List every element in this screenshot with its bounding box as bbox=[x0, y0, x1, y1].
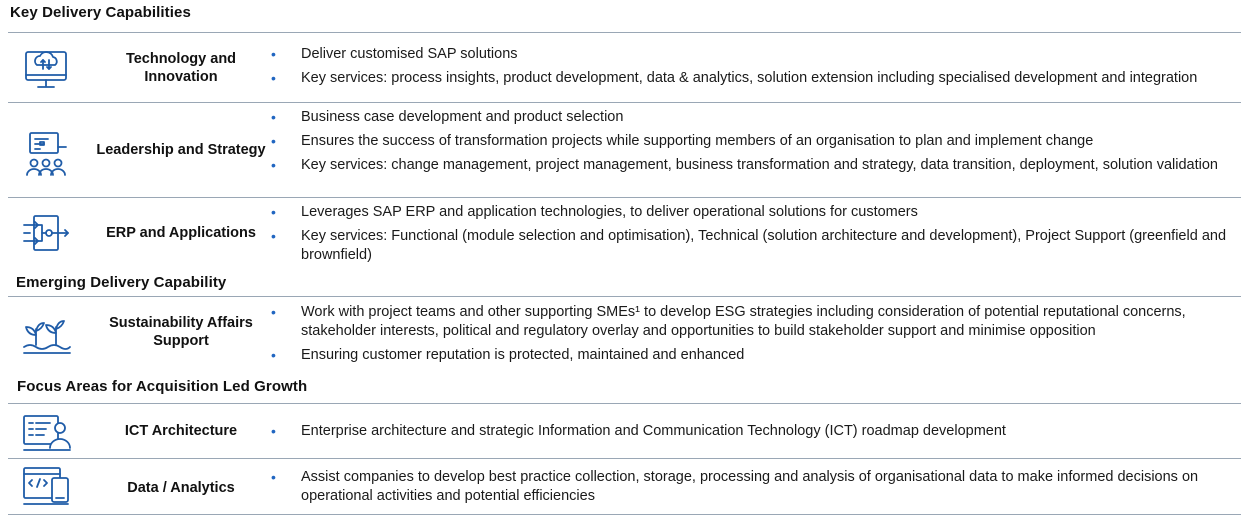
capability-bullets bbox=[271, 45, 1233, 93]
capability-bullets bbox=[271, 303, 1233, 370]
capability-row-ict bbox=[8, 403, 1241, 458]
section-title-focus-areas: Focus Areas for Acquisition Led Growth bbox=[17, 378, 308, 395]
bullet-item: • Key services: change management, project management, business transformation and strategy, data transition, deployment, solution validation bbox=[271, 156, 1233, 175]
bullet-item: • Deliver customised SAP solutions bbox=[271, 45, 1233, 64]
bullet-item: • Enterprise architecture and strategic Information and Communication Technology (ICT) roadmap development bbox=[271, 422, 1233, 441]
capability-row-data-analytics bbox=[8, 458, 1241, 515]
capability-label: Leadership and Strategy bbox=[96, 142, 266, 158]
bullet-item: • Assist companies to develop best practice collection, storage, processing and analysis of organisational data to make informed decisions on operational activities and potential efficiencies bbox=[271, 468, 1233, 505]
user-screen-icon bbox=[16, 404, 76, 464]
presentation-audience-icon bbox=[16, 125, 76, 185]
sprouts-icon bbox=[16, 303, 76, 363]
bullet-item: • Ensures the success of transformation projects while supporting members of an organisation to plan and implement change bbox=[271, 132, 1233, 151]
bullet-item: • Leverages SAP ERP and application technologies, to deliver operational solutions for customers bbox=[271, 203, 1233, 222]
capability-label: ERP and Applications bbox=[106, 225, 256, 241]
capability-bullets bbox=[271, 108, 1233, 180]
capability-label: Sustainability Affairs Support bbox=[109, 315, 253, 349]
capability-row-technology bbox=[8, 32, 1241, 102]
bullet-item: • Key services: process insights, product development, data & analytics, solution extension including specialised development and integration bbox=[271, 69, 1233, 88]
bullet-item: • Key services: Functional (module selection and optimisation), Technical (solution architecture and development), Project Support (greenfield and brownfield) bbox=[271, 227, 1233, 264]
section-title-emerging: Emerging Delivery Capability bbox=[16, 274, 227, 291]
bullet-item: • Work with project teams and other supporting SMEs¹ to develop ESG strategies including consideration of potential reputational concerns, stakeholder interests, political and regulatory overlay and opportunities to build stakeholder support and minimise opposition bbox=[271, 303, 1233, 340]
capability-label: ICT Architecture bbox=[124, 423, 238, 439]
capability-row-leadership bbox=[8, 102, 1241, 197]
capability-label: Data / Analytics bbox=[127, 480, 235, 496]
capability-label: Technology and Innovation bbox=[125, 51, 237, 85]
capability-row-erp bbox=[8, 197, 1241, 267]
capability-row-sustainability bbox=[8, 296, 1241, 366]
cloud-computer-icon bbox=[16, 38, 76, 98]
capability-bullets bbox=[271, 422, 1233, 446]
bullet-item: • Business case development and product selection bbox=[271, 108, 1233, 127]
capability-bullets bbox=[271, 468, 1233, 511]
code-devices-icon bbox=[16, 458, 76, 518]
process-flow-icon bbox=[16, 203, 76, 263]
section-title-key-delivery: Key Delivery Capabilities bbox=[10, 4, 191, 21]
bullet-item: • Ensuring customer reputation is protected, maintained and enhanced bbox=[271, 346, 1233, 365]
capability-bullets bbox=[271, 203, 1233, 270]
